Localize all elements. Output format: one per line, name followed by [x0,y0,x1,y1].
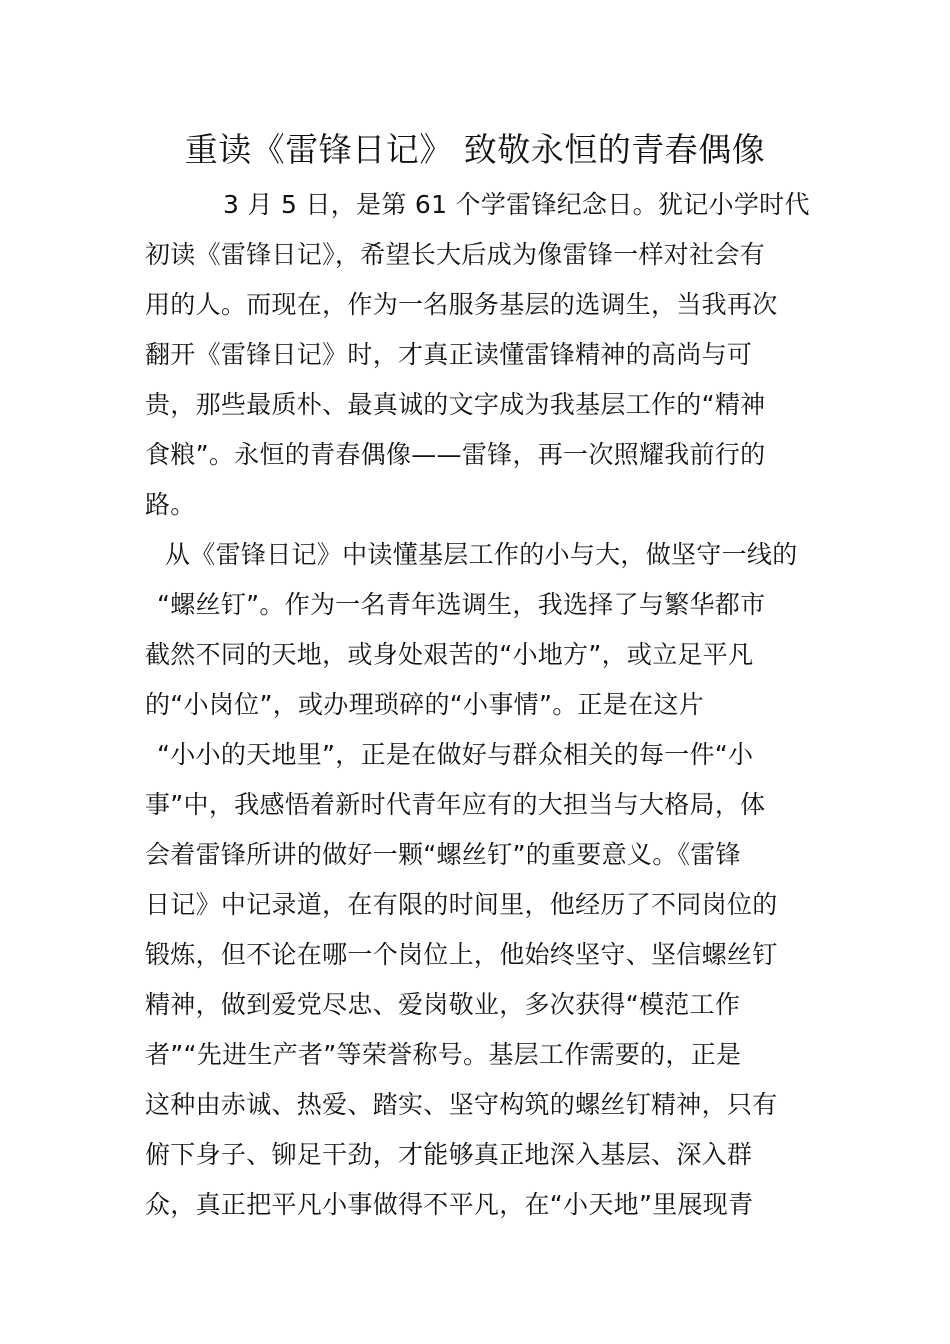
paragraph-line: 这种由赤诚、热爱、踏实、坚守构筑的螺丝钉精神，只有 [145,1090,778,1119]
paragraph-line: 翻开《雷锋日记》时，才真正读懂雷锋精神的高尚与可 [145,340,753,369]
paragraph-line: 会着雷锋所讲的做好一颗“螺丝钉”的重要意义。《雷锋 [145,840,741,869]
paragraph-line: 的“小岗位”，或办理琐碎的“小事情”。正是在这片 [145,690,705,719]
paragraph-line: “螺丝钉”。作为一名青年选调生，我选择了与繁华都市 [157,590,766,619]
paragraph-line: 精神，做到爱党尽忠、爱岗敬业，多次获得“模范工作 [145,990,741,1019]
paragraph-line: 截然不同的天地，或身处艰苦的“小地方”，或立足平凡 [145,640,754,669]
paragraph-line: 事”中，我感悟着新时代青年应有的大担当与大格局，体 [145,790,766,819]
paragraph-line: 从《雷锋日记》中读懂基层工作的小与大，做坚守一线的 [165,540,798,569]
paragraph-line: 日记》中记录道，在有限的时间里，他经历了不同岗位的 [145,890,778,919]
paragraph-line: “小小的天地里”，正是在做好与群众相关的每一件“小 [157,740,754,769]
paragraph-line: 食粮”。永恒的青春偶像——雷锋，再一次照耀我前行的 [145,440,766,469]
paragraph-line: 路。 [145,490,196,519]
paragraph-line: 初读《雷锋日记》，希望长大后成为像雷锋一样对社会有 [145,240,766,269]
paragraph-line: 锻炼，但不论在哪一个岗位上，他始终坚守、坚信螺丝钉 [145,940,778,969]
paragraph-line: 众，真正把平凡小事做得不平凡，在“小天地”里展现青 [145,1190,754,1219]
document-title: 重读《雷锋日记》 致敬永恒的青春偶像 [184,130,766,169]
paragraph-line: 用的人。而现在，作为一名服务基层的选调生，当我再次 [145,290,778,319]
document-body [145,180,825,1230]
paragraph-line: 者”“先进生产者”等荣誉称号。基层工作需要的，正是 [145,1040,742,1069]
paragraph-line: 3 月 5 日，是第 61 个学雷锋纪念日。犹记小学时代 [223,190,810,219]
paragraph-line: 贵，那些最质朴、最真诚的文字成为我基层工作的“精神 [145,390,766,419]
paragraph-line: 俯下身子、铆足干劲，才能够真正地深入基层、深入群 [145,1140,753,1169]
